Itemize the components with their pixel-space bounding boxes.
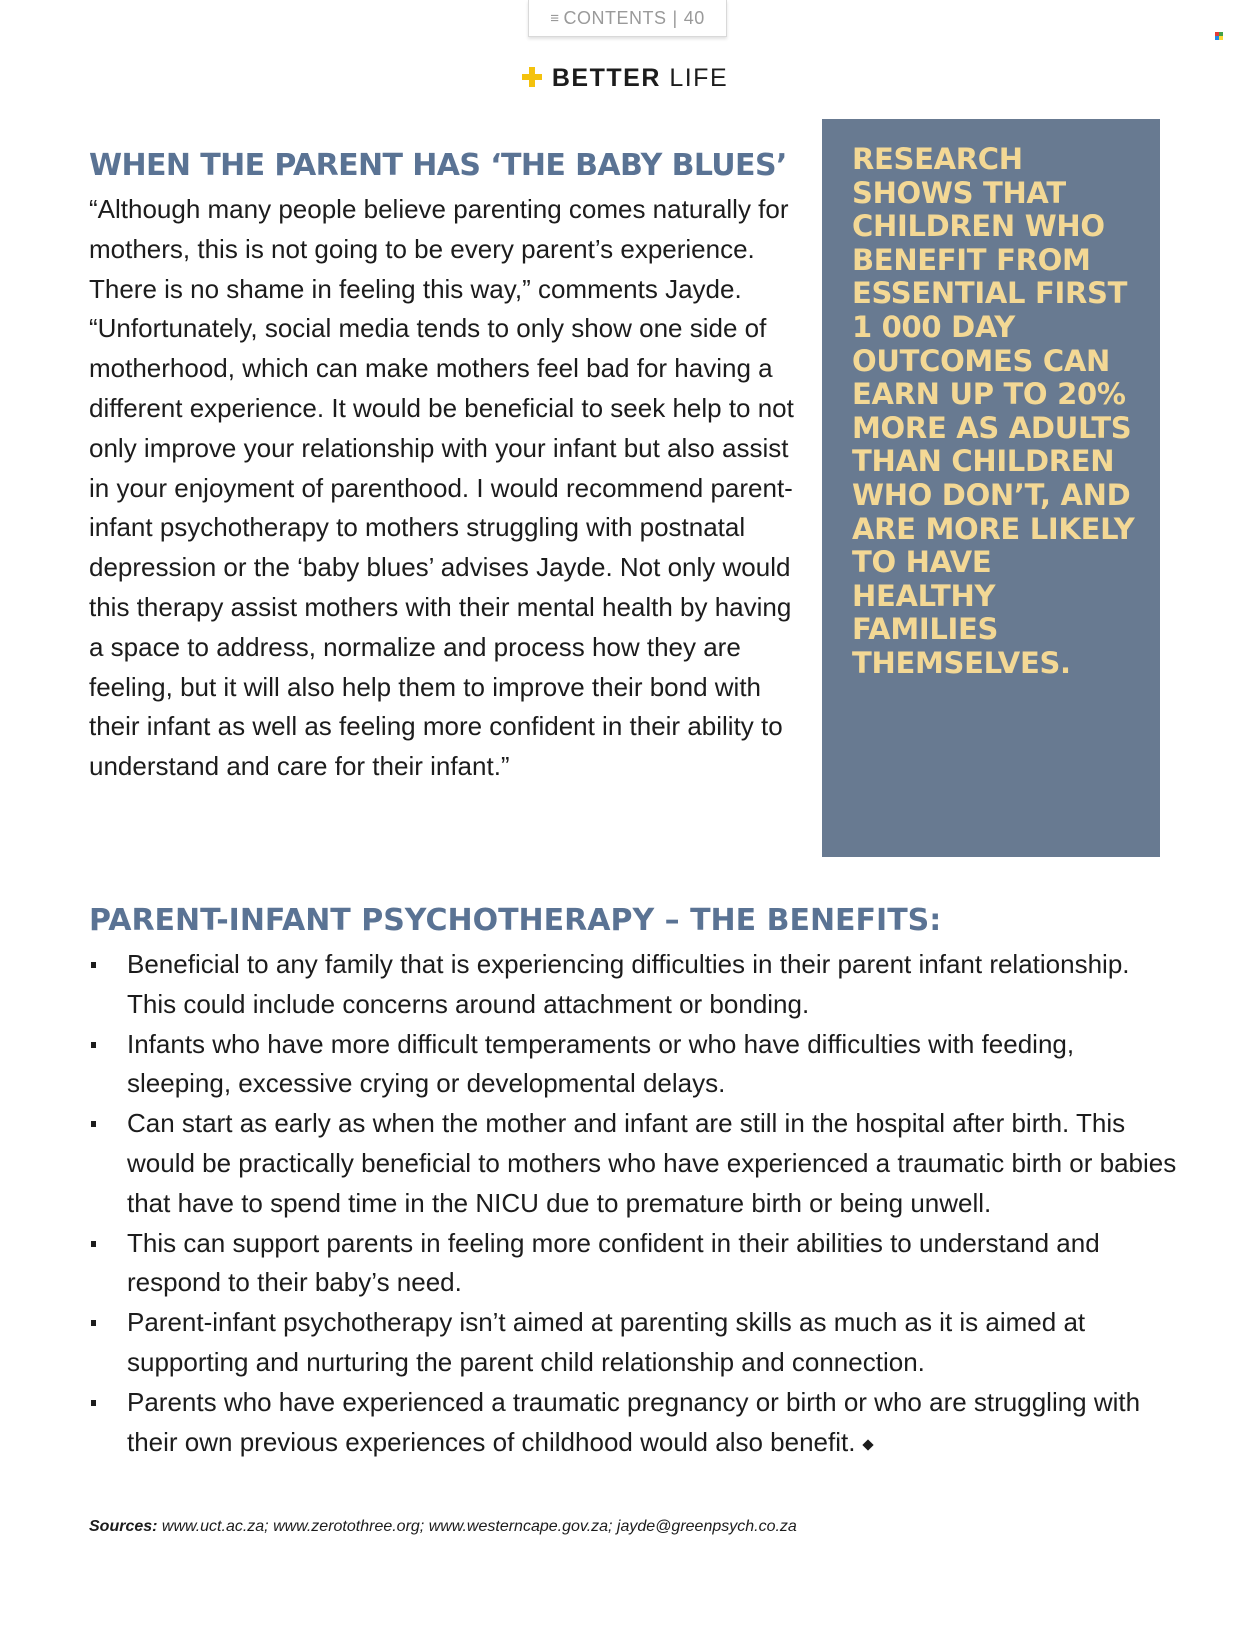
color-registration-mark (1215, 32, 1223, 40)
research-callout-box (822, 119, 1160, 857)
list-item (89, 1025, 1179, 1105)
list-item-text: Infants who have more difficult temperaments or who have difficulties with feeding, sleeping, excessive crying or developmental delays. (127, 1028, 1075, 1099)
list-item (89, 1104, 1179, 1223)
diamond-end-mark-icon (861, 1438, 875, 1452)
list-item-text: Parents who have experienced a traumatic pregnancy or birth or who are struggling with their own previous experiences of childhood would also benefit. (127, 1386, 1141, 1457)
list-item-text: Can start as early as when the mother and infant are still in the hospital after birth. This would be practically beneficial to mothers who have experienced a traumatic birth or babies that have to spend time in the NICU due to premature birth or being unwell. (127, 1108, 1177, 1218)
list-item-text: Parent-infant psychotherapy isn’t aimed at parenting skills as much as it is aimed at supporting and nurturing the parent child relationship and connection. (127, 1307, 1086, 1377)
list-item-text: Beneficial to any family that is experiencing difficulties in their parent infant relationship. This could include concerns around attachment or bonding. (127, 949, 1130, 1019)
contents-label: CONTENTS (563, 7, 667, 28)
section-header (0, 64, 1250, 93)
nav-separator: | (672, 7, 678, 28)
contents-nav-tab[interactable] (528, 0, 727, 37)
square-bullet-icon (91, 1042, 96, 1048)
article-heading: WHEN THE PARENT HAS ‘THE BABY BLUES’ (89, 148, 787, 183)
article-quote: “Although many people believe parenting comes naturally for mothers, this is not going to be every parent’s experience. There is no shame in feeling this way,” comments Jayde. “Unfortunately, social media tends to only show one side of motherhood, which can make mothers feel bad for having a different experience. It would be beneficial to seek help to not only improve your relationship with your infant but also assist in your enjoyment of parenthood. I would recommend parent-infant psychotherapy to mothers struggling with postnatal depression or the ‘baby blues’ advises Jayde. Not only would this therapy assist mothers with their mental health by having a space to address, normalize and process how they are feeling, but it will also help them to improve their bond with their infant as well as feeling more confident in their ability to understand and care for their infant.” (89, 194, 794, 782)
yellow-cross-icon (522, 67, 542, 87)
square-bullet-icon (91, 1400, 96, 1406)
square-bullet-icon (91, 1241, 96, 1247)
callout-text: RESEARCH SHOWS THAT CHILDREN WHO BENEFIT FROM ESSENTIAL FIRST 1 000 DAY OUTCOMES CAN EARN UP TO 20% MORE AS ADULTS THAN CHILDREN WHO DON’T, AND ARE MORE LIKELY TO HAVE HEALTHY FAMILIES THEMSELVES. (852, 142, 1135, 680)
section-label-light: LIFE (669, 64, 729, 92)
list-item (89, 1224, 1179, 1304)
list-item (89, 1303, 1179, 1383)
page-number: 40 (683, 7, 705, 28)
benefits-heading: PARENT-INFANT PSYCHOTHERAPY – THE BENEFITS: (89, 903, 942, 938)
square-bullet-icon (91, 1320, 96, 1326)
menu-icon: ≡ (550, 9, 560, 27)
list-item-text: This can support parents in feeling more confident in their abilities to understand and respond to their baby’s need. (127, 1227, 1100, 1298)
list-item (89, 1383, 1179, 1463)
sources-label: Sources: (89, 1518, 158, 1535)
square-bullet-icon (91, 962, 96, 968)
square-bullet-icon (91, 1121, 96, 1127)
list-item (89, 945, 1179, 1025)
benefits-list (89, 945, 1179, 1462)
sources-line (89, 1518, 797, 1536)
section-label-bold: BETTER (551, 64, 661, 92)
sources-text: www.uct.ac.za; www.zerotothree.org; www.westerncape.gov.za; jayde@greenpsych.co.za (161, 1518, 797, 1535)
